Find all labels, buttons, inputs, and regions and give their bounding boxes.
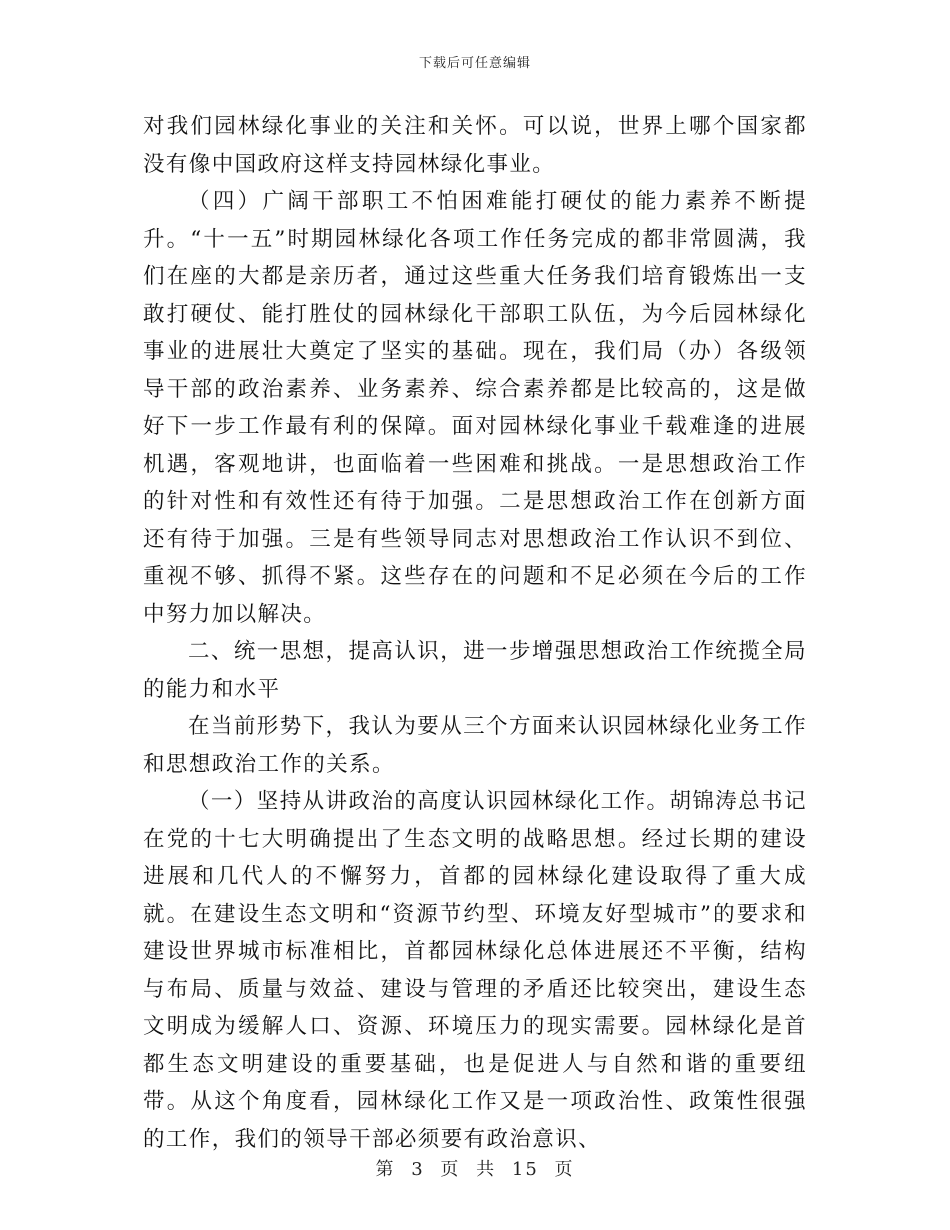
paragraph-3: 在当前形势下，我认为要从三个方面来认识园林绿化业务工作和思想政治工作的关系。 xyxy=(143,714,807,777)
document-body xyxy=(143,108,807,1158)
paragraph-4: （一）坚持从讲政治的高度认识园林绿化工作。胡锦涛总书记在党的十七大明确提出了生态文明的战略思想。经过长期的建设进展和几代人的不懈努力，首都的园林绿化建设取得了重大成就。在建设生态文明和“资源节约型、环境友好型城市”的要求和建设世界城市标准相比，首都园林绿化总体进展还不平衡，结构与布局、质量与效益、建设与管理的矛盾还比较突出，建设生态文明成为缓解人口、资源、环境压力的现实需要。园林绿化是首都生态文明建设的重要基础，也是促进人与自然和谐的重要纽带。从这个角度看，园林绿化工作又是一项政治性、政策性很强的工作，我们的领导干部必须要有政治意识、 xyxy=(143,789,807,1152)
page-header: 下载后可任意编辑 xyxy=(418,56,531,71)
footer-current-page: 3 xyxy=(411,1159,425,1180)
paragraph-1: 对我们园林绿化事业的关注和关怀。可以说，世界上哪个国家都没有像中国政府这样支持园林绿化事业。 xyxy=(143,114,807,177)
section-heading-2: 二、统一思想，提高认识，进一步增强思想政治工作统揽全局的能力和水平 xyxy=(143,639,807,702)
footer-total-pages: 15 xyxy=(511,1159,539,1180)
page-footer xyxy=(0,1155,950,1181)
footer-label-total: 共 xyxy=(476,1159,497,1180)
footer-label-page-unit: 页 xyxy=(440,1159,461,1180)
footer-label-page: 第 xyxy=(375,1159,396,1180)
paragraph-2: （四）广阔干部职工不怕困难能打硬仗的能力素养不断提升。“十一五”时期园林绿化各项工作任务完成的都非常圆满，我们在座的大都是亲历者，通过这些重大任务我们培育锻炼出一支敢打硬仗、能打胜仗的园林绿化干部职工队伍，为今后园林绿化事业的进展壮大奠定了坚实的基础。现在，我们局（办）各级领导干部的政治素养、业务素养、综合素养都是比较高的，这是做好下一步工作最有利的保障。面对园林绿化事业千载难逢的进展机遇，客观地讲，也面临着一些困难和挑战。一是思想政治工作的针对性和有效性还有待于加强。二是思想政治工作在创新方面还有待于加强。三是有些领导同志对思想政治工作认识不到位、重视不够、抓得不紧。这些存在的问题和不足必须在今后的工作中努力加以解决。 xyxy=(143,189,807,627)
footer-label-total-unit: 页 xyxy=(554,1159,575,1180)
